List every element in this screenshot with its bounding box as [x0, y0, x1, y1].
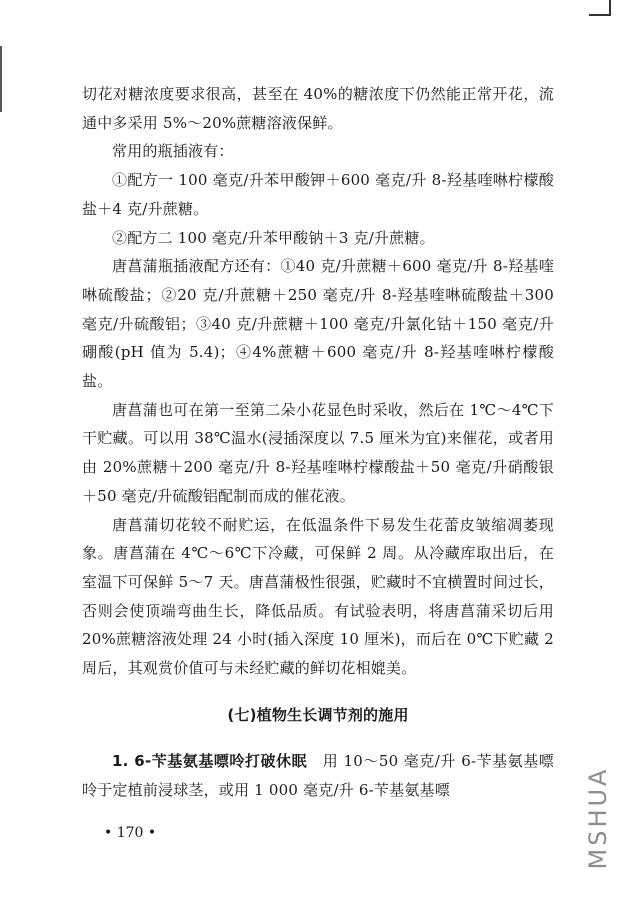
watermark	[585, 748, 611, 888]
watermark-text: MSHUA	[584, 766, 612, 870]
paragraph-growth-regulator	[82, 747, 554, 804]
body-text	[82, 80, 554, 805]
paragraph-gladiolus-storage: 唐菖蒲切花较不耐贮运，在低温条件下易发生花蕾皮皱缩凋萎现象。唐菖蒲在 4℃～6℃下冷藏，可保鲜 2 周。从冷藏库取出后，在室温下可保鲜 5～7 天。唐菖蒲极性很强，贮藏时不宜横置时间过长，否则会使顶端弯曲生长，降低品质。有试验表明，将唐菖蒲采切后用 20%蔗糖溶液处理 24 小时(插入深度 10 厘米)，而后在 0℃下贮藏 2 周后，其观赏价值可与未经贮藏的鲜切花相媲美。	[82, 515, 554, 678]
item-heading: 1. 6-苄基氨基嘌呤打破休眠	[112, 752, 308, 771]
paragraph-gladiolus-formulas: 唐菖蒲瓶插液配方还有：①40 克/升蔗糖＋600 毫克/升 8-羟基喹啉硫酸盐；②20 克/升蔗糖＋250 毫克/升 8-羟基喹啉硫酸盐＋300 毫克/升硫酸铝；③40 克/升蔗糖＋100 毫克/升氯化钴＋150 毫克/升硼酸(pH 值为 5.4)；④4%蔗糖＋600 毫克/升 8-羟基喹啉柠檬酸盐。	[82, 257, 554, 391]
paragraph-formula-one: ①配方一 100 毫克/升苯甲酸钾＋600 毫克/升 8-羟基喹啉柠檬酸盐＋4 克/升蔗糖。	[82, 171, 554, 218]
item-text: 用 10～50 毫克/升 6-苄基氨基嘌呤于定植前浸球茎，或用 1 000 毫克/升 6-苄基氨基嘌	[82, 752, 554, 800]
paragraph-gladiolus-harvest: 唐菖蒲也可在第一至第二朵小花显色时采收，然后在 1℃～4℃下干贮藏。可以用 38℃温水(浸插深度以 7.5 厘米为宜)来催花，或者用由 20%蔗糖＋200 毫克/升 8-羟基喹啉柠檬酸盐＋50 毫克/升硝酸银＋50 毫克/升硫酸铝配制而成的催花液。	[82, 400, 554, 505]
page-corner-mark	[589, 0, 611, 16]
page-number: • 170 •	[104, 825, 157, 841]
page-edge-mark	[0, 46, 2, 112]
paragraph-vase-solutions-intro: 常用的瓶插液有：	[112, 142, 234, 161]
section-title: (七)植物生长调节剂的施用	[227, 705, 409, 724]
paragraph-formula-two: ②配方二 100 毫克/升苯甲酸钠＋3 克/升蔗糖。	[112, 228, 435, 247]
paragraph-sugar-concentration: 切花对糖浓度要求很高，甚至在 40%的糖浓度下仍然能正常开花，流通中多采用 5%～20%蔗糖溶液保鲜。	[82, 85, 554, 132]
